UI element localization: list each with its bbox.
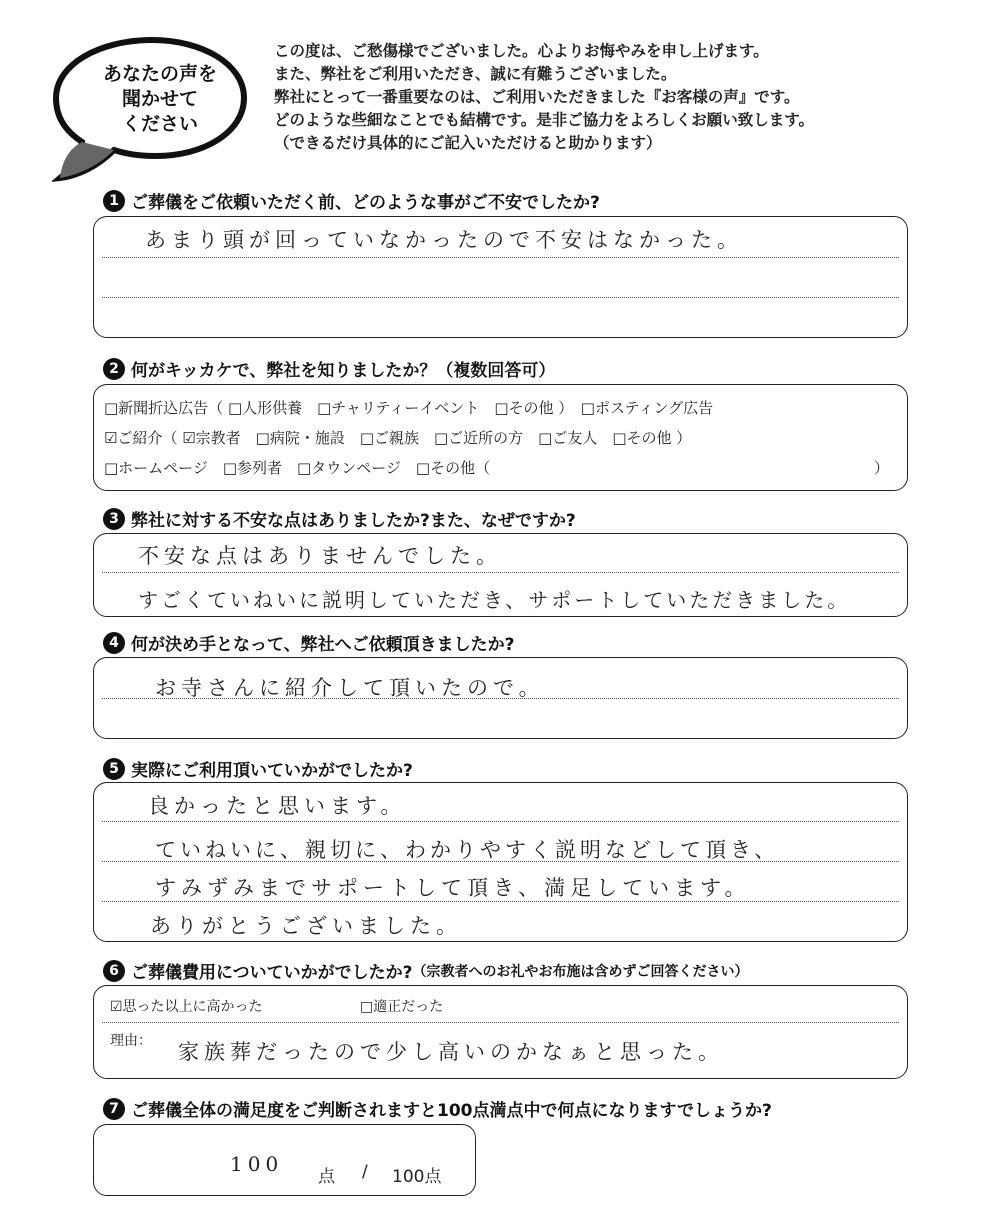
question-number: 4 [103, 632, 125, 654]
question-number: 2 [103, 358, 125, 380]
handwritten-answer: ていねいに、親切に、わかりやすく説明などして頂き、 [155, 838, 780, 862]
question-text: ご葬儀全体の満足度をご判断されますと100点満点中で何点になりますでしょうか? [131, 1101, 772, 1121]
question-3-heading [103, 506, 576, 531]
question-6-heading [103, 958, 749, 983]
question-text: ご葬儀をご依頼いただく前、どのような事がご不安でしたか? [131, 193, 600, 213]
bubble-line: あなたの声を [102, 63, 217, 85]
handwritten-reason: 家族葬だったので少し高いのかなぁと思った。 [178, 1040, 724, 1064]
question-5-heading [103, 756, 413, 781]
intro-line: どのような些細なことでも結構です。是非ご協力をよろしくお願い致します。 [274, 111, 815, 129]
handwritten-answer: 不安な点はありませんでした。 [138, 544, 502, 568]
question-number: 5 [103, 758, 125, 780]
handwritten-answer: すごくていねいに説明していただき、サポートしていただきました。 [138, 588, 851, 612]
option-close-paren: ） [874, 459, 890, 477]
answer-line [102, 572, 899, 573]
intro-line: また、弊社をご利用いただき、誠に有難うございました。 [274, 65, 677, 83]
answer-line [102, 821, 899, 822]
option-too-expensive[interactable]: ☑思った以上に高かった [110, 999, 263, 1015]
question-number: 1 [103, 190, 125, 212]
answer-line [102, 1022, 899, 1023]
question-text: 弊社に対する不安な点はありましたか?また、なぜですか? [131, 511, 576, 531]
intro-line: この度は、ご愁傷様でございました。心よりお悔やみを申し上げます。 [274, 42, 769, 60]
option-row-3[interactable]: □ホームページ □参列者 □タウンページ □その他（ [104, 459, 491, 477]
intro-line: 弊社にとって一番重要なのは、ご利用いただきました『お客様の声』です。 [274, 88, 800, 106]
reason-label: 理由： [110, 1033, 152, 1049]
bubble-title [74, 62, 246, 137]
handwritten-answer: あまり頭が回っていなかったので不安はなかった。 [145, 228, 743, 252]
question-7-heading [103, 1096, 772, 1121]
score-unit: 点 [318, 1167, 335, 1187]
handwritten-answer: ありがとうございました。 [150, 914, 462, 938]
score-max: 100点 [392, 1167, 442, 1187]
question-number: 7 [103, 1098, 125, 1120]
handwritten-answer: お寺さんに紹介して頂いたので。 [155, 676, 545, 700]
bubble-line: 聞かせて [121, 88, 198, 110]
question-1-heading [103, 188, 600, 213]
bubble-line: ください [121, 113, 198, 135]
handwritten-score: 100 [230, 1152, 284, 1176]
score-separator: / [362, 1162, 368, 1182]
answer-line [102, 257, 899, 258]
option-row-2[interactable]: ☑ご紹介（ ☑宗教者 □病院・施設 □ご親族 □ご近所の方 □ご友人 □その他 ） [104, 429, 692, 447]
question-4-heading [103, 630, 515, 655]
question-text: 何がキッカケで、弊社を知りましたか？（複数回答可） [131, 361, 556, 381]
question-text: 何が決め手となって、弊社へご依頼頂きましたか? [131, 635, 515, 655]
question-text: 実際にご利用頂いていかがでしたか? [131, 761, 413, 781]
option-row-1[interactable]: □新聞折込広告（ □人形供養 □チャリティーイベント □その他 ） □ポスティング広告 [104, 399, 714, 417]
answer-line [102, 297, 899, 298]
question-note: （宗教者へのお礼やお布施は含めずご回答ください） [412, 963, 749, 980]
question-number: 3 [103, 508, 125, 530]
question-2-heading [103, 356, 555, 381]
question-number: 6 [103, 960, 125, 982]
intro-line: （できるだけ具体的にご記入いただけると助かります） [274, 134, 662, 152]
handwritten-answer: 良かったと思います。 [148, 794, 407, 818]
question-text: ご葬儀費用についていかがでしたか? [131, 963, 413, 983]
handwritten-answer: すみずみまでサポートして頂き、満足しています。 [155, 876, 751, 900]
intro-text [274, 40, 814, 155]
option-reasonable[interactable]: □適正だった [360, 999, 444, 1015]
